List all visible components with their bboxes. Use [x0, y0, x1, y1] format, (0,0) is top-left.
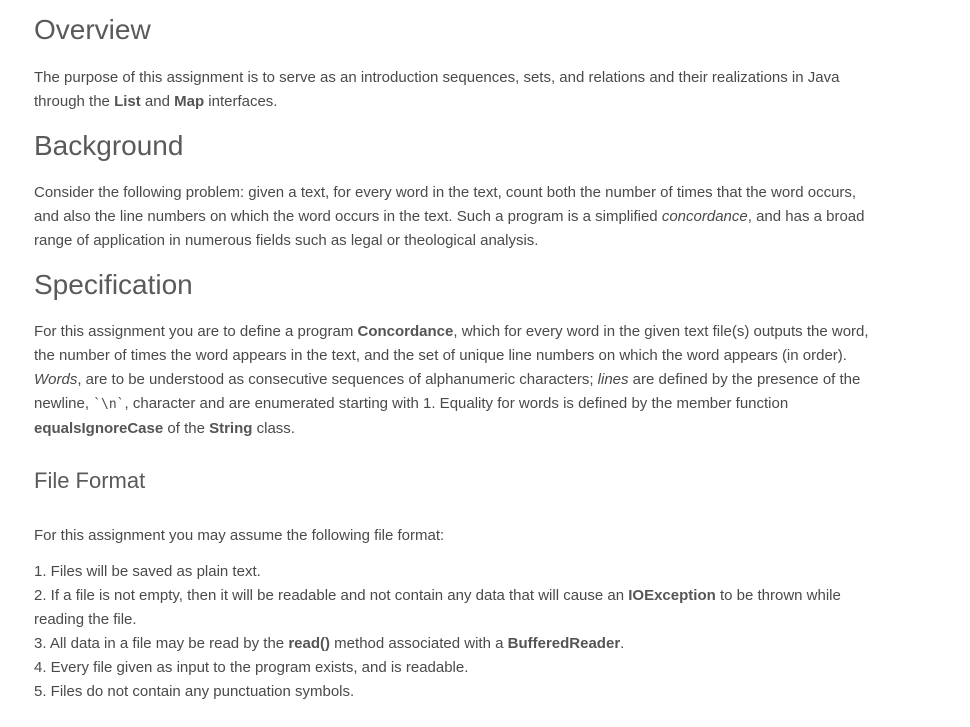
spec-text-2: , which for every word in the given text file(s) outputs the word, the number of times the word appears in the text, and the set of unique line numbers on which the word appears (in order).	[34, 323, 869, 364]
equals-ignore-case-function: equalsIgnoreCase	[34, 420, 164, 437]
overview-text-2: and	[140, 93, 175, 110]
rule-3-text-c: .	[620, 635, 625, 652]
rule-3-text-b: method associated with a	[330, 635, 508, 652]
background-heading: Background	[34, 130, 184, 161]
overview-text-3: interfaces.	[204, 93, 278, 110]
specification-paragraph	[34, 320, 879, 441]
rule-item: 1. Files will be saved as plain text.	[34, 563, 261, 580]
spec-text-1: For this assignment you are to define a program	[34, 323, 358, 340]
concordance-term: concordance	[661, 208, 748, 225]
newline-code: `\n`	[93, 397, 125, 412]
overview-heading: Overview	[34, 14, 151, 45]
concordance-program-name: Concordance	[357, 323, 454, 340]
string-class-name: String	[209, 420, 253, 437]
map-interface-term: Map	[174, 93, 205, 110]
rule-item	[34, 632, 879, 656]
read-method-term: read()	[288, 635, 331, 652]
specification-heading: Specification	[34, 269, 193, 300]
spec-text-7: class.	[252, 420, 295, 437]
rule-item: 4. Every file given as input to the program exists, and is readable.	[34, 659, 469, 676]
rule-2-text-a: 2. If a file is not empty, then it will be readable and not contain any data that will cause an	[34, 587, 629, 604]
overview-paragraph	[34, 66, 879, 114]
overview-text-1: The purpose of this assignment is to serve as an introduction sequences, sets, and relations and their realizations in Java through the	[34, 69, 840, 110]
buffered-reader-term: BufferedReader	[507, 635, 621, 652]
file-format-heading: File Format	[34, 468, 146, 493]
rule-3-text-a: 3. All data in a file may be read by the	[34, 635, 289, 652]
rule-item	[34, 584, 879, 632]
background-paragraph	[34, 181, 879, 253]
spec-text-3: , are to be understood as consecutive sequences of alphanumeric characters;	[77, 371, 598, 388]
background-text-1: Consider the following problem: given a text, for every word in the text, count both the number of times that the word occurs, and also the line numbers on which the word occurs in the text. Such a program is a simplified	[34, 184, 857, 225]
rule-2-text-b: to be thrown while reading the file.	[34, 587, 841, 628]
file-format-rules-list	[34, 560, 879, 704]
words-term: Words	[34, 371, 78, 388]
spec-text-4: are defined by the presence of the newline,	[34, 371, 861, 412]
file-format-intro: For this assignment you may assume the following file format:	[34, 527, 445, 544]
list-interface-term: List	[114, 93, 141, 110]
spec-text-6: of the	[163, 420, 210, 437]
background-text-2: , and has a broad range of application in numerous fields such as legal or theological analysis.	[34, 208, 865, 249]
spec-text-5: , character and are enumerated starting with 1. Equality for words is defined by the member function	[124, 395, 789, 412]
lines-term: lines	[597, 371, 629, 388]
ioexception-term: IOException	[628, 587, 716, 604]
rule-item: 5. Files do not contain any punctuation symbols.	[34, 683, 355, 700]
